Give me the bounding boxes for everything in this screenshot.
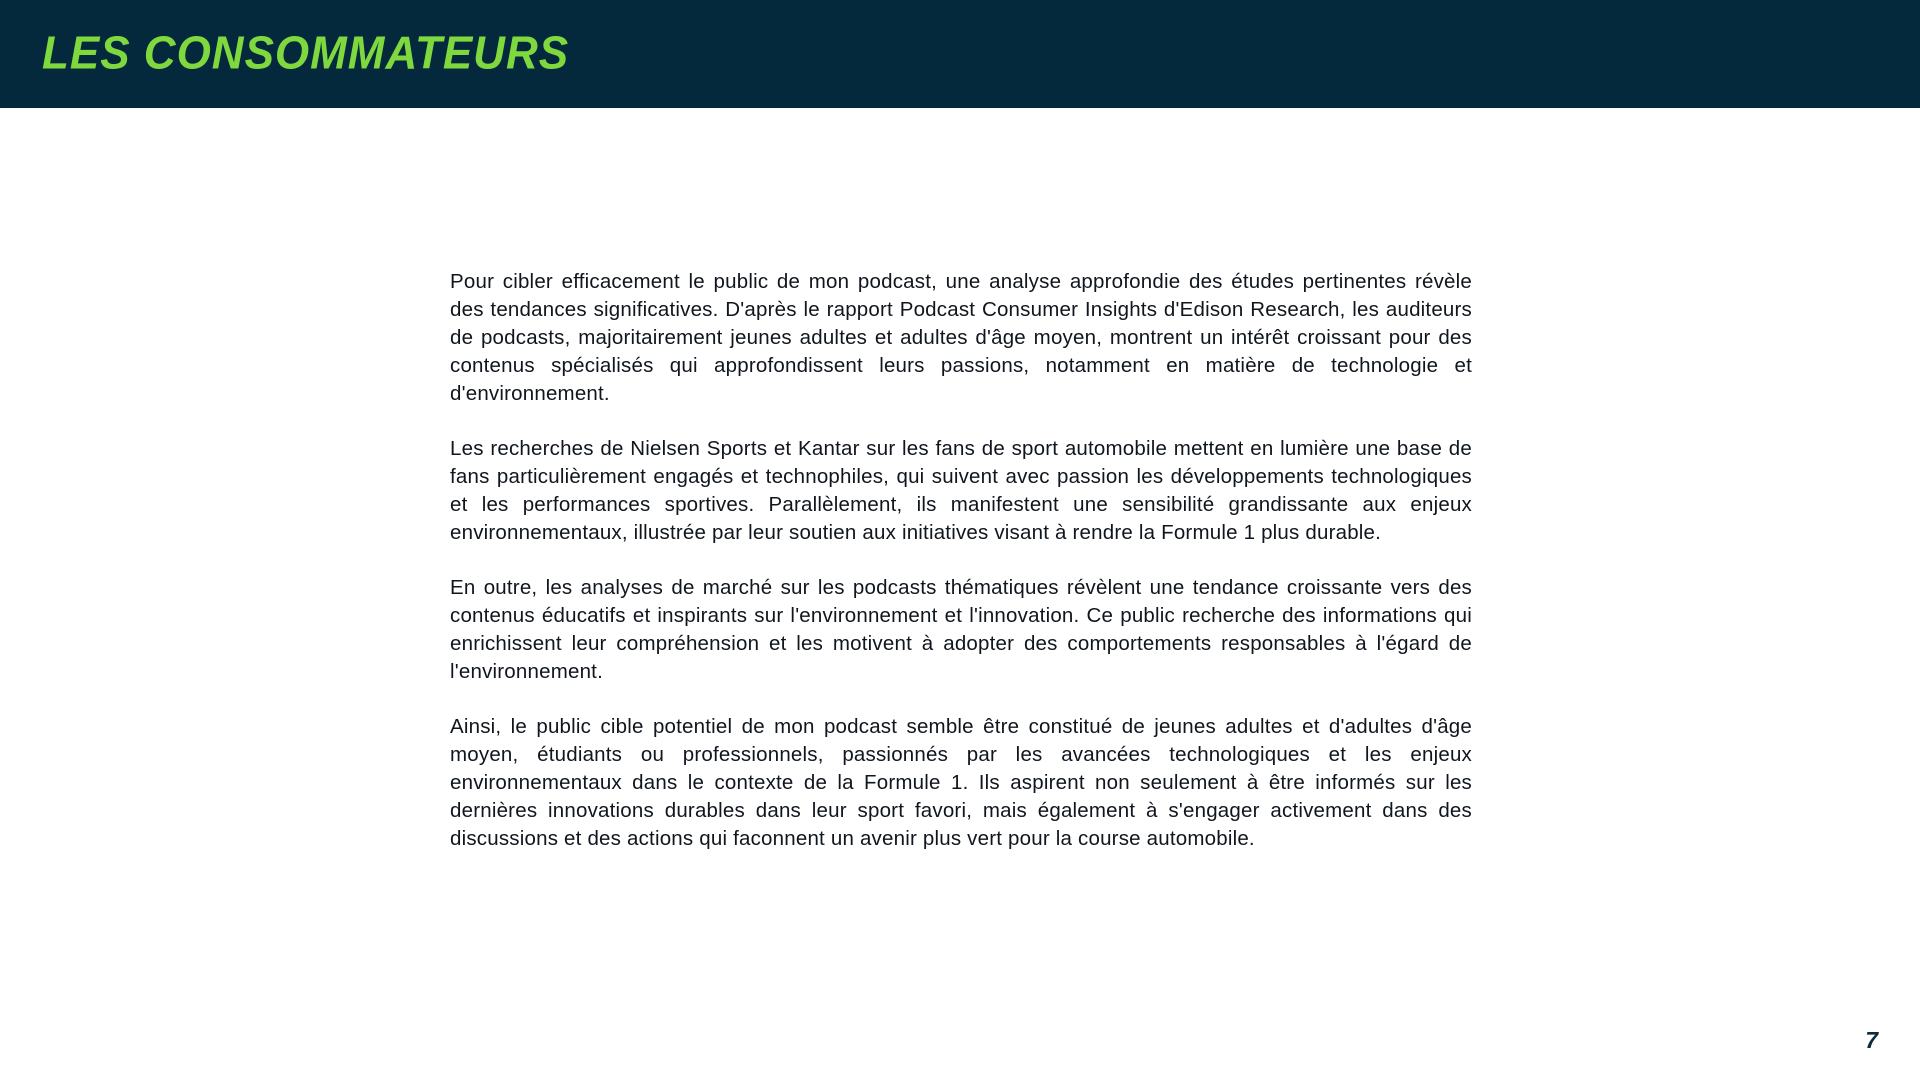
page-title: LES CONSOMMATEURS [42, 27, 570, 80]
body-paragraph: Ainsi, le public cible potentiel de mon podcast semble être constitué de jeunes adultes et d'adultes d'âge moyen, étudiants ou professionnels, passionnés par les avancées technologiques et les enjeux environnementaux dans le contexte de la Formule 1. Ils aspirent non seulement à être informés sur les dernières innovations durables dans leur sport favori, mais également à s'engager activement dans des discussions et des actions qui faconnent un avenir plus vert pour la course automobile. [450, 715, 1472, 850]
body-paragraph: Pour cibler efficacement le public de mon podcast, une analyse approfondie des études pertinentes révèle des tendances significatives. D'après le rapport Podcast Consumer Insights d'Edison Research, les auditeurs de podcasts, majoritairement jeunes adultes et adultes d'âge moyen, montrent un intérêt croissant pour des contenus spécialisés qui approfondissent leurs passions, notamment en matière de technologie et d'environnement. [450, 270, 1472, 405]
page-number: 7 [1865, 1027, 1878, 1053]
body-text-block [450, 268, 1472, 880]
body-paragraph: En outre, les analyses de marché sur les podcasts thématiques révèlent une tendance croissante vers des contenus éducatifs et inspirants sur l'environnement et l'innovation. Ce public recherche des informations qui enrichissent leur compréhension et les motivent à adopter des comportements responsables à l'égard de l'environnement. [450, 576, 1472, 683]
body-paragraph: Les recherches de Nielsen Sports et Kantar sur les fans de sport automobile mettent en lumière une base de fans particulièrement engagés et technophiles, qui suivent avec passion les développements technologiques et les performances sportives. Parallèlement, ils manifestent une sensibilité grandissante aux enjeux environnementaux, illustrée par leur soutien aux initiatives visant à rendre la Formule 1 plus durable. [450, 437, 1472, 544]
header-bar [0, 0, 1920, 108]
